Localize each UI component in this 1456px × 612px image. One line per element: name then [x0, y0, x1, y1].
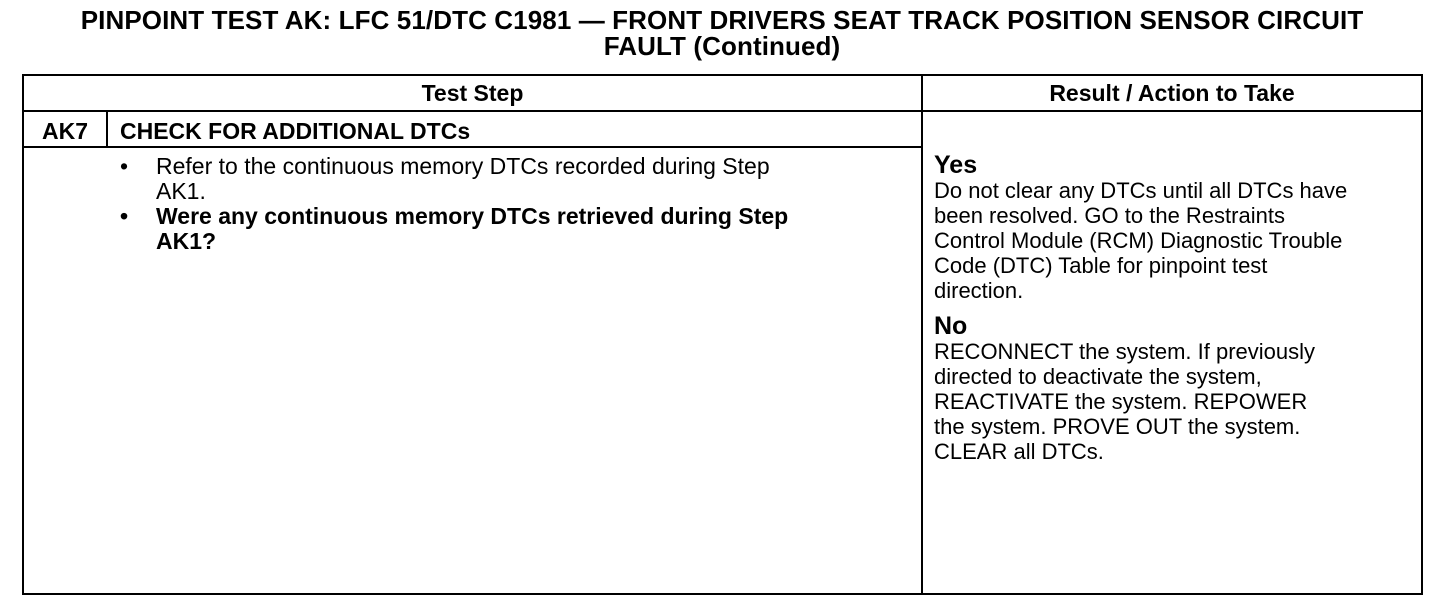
title-line-2: FAULT (Continued)	[603, 31, 841, 61]
result-no-label: No	[934, 312, 968, 340]
header-result-action: Result / Action to Take	[1049, 80, 1295, 106]
title-line-1: PINPOINT TEST AK: LFC 51/DTC C1981 — FRONT DRIVERS SEAT TRACK POSITION SENSOR CIRCUIT	[80, 5, 1364, 35]
list-item	[116, 154, 876, 204]
result-no-action: RECONNECT the system. If previously directed to deactivate the system, REACTIVATE the system. REPOWER the system. PROVE OUT the system. CLEAR all DTCs.	[934, 339, 1316, 464]
result-actions	[934, 152, 1424, 474]
bullet-icon: •	[120, 203, 129, 229]
result-yes-action: Do not clear any DTCs until all DTCs have been resolved. GO to the Restraints Control Module (RCM) Diagnostic Trouble Code (DTC) Table for pinpoint test direction.	[934, 178, 1348, 303]
step-id: AK7	[41, 118, 88, 144]
step-id-divider	[106, 112, 108, 146]
list-item	[116, 204, 876, 254]
column-divider	[921, 76, 923, 593]
header-test-step: Test Step	[421, 80, 524, 106]
header-divider	[24, 110, 1421, 112]
bullet-icon: •	[120, 153, 129, 179]
step-title-divider	[24, 146, 921, 148]
step-instructions	[116, 154, 876, 254]
step-title: CHECK FOR ADDITIONAL DTCs	[120, 118, 471, 144]
question-text: Were any continuous memory DTCs retrieved during Step AK1?	[156, 203, 789, 254]
page-title	[10, 7, 1434, 59]
pinpoint-test-table	[22, 74, 1423, 595]
instruction-text: Refer to the continuous memory DTCs recorded during Step AK1.	[156, 153, 770, 204]
result-yes-label: Yes	[934, 151, 978, 179]
